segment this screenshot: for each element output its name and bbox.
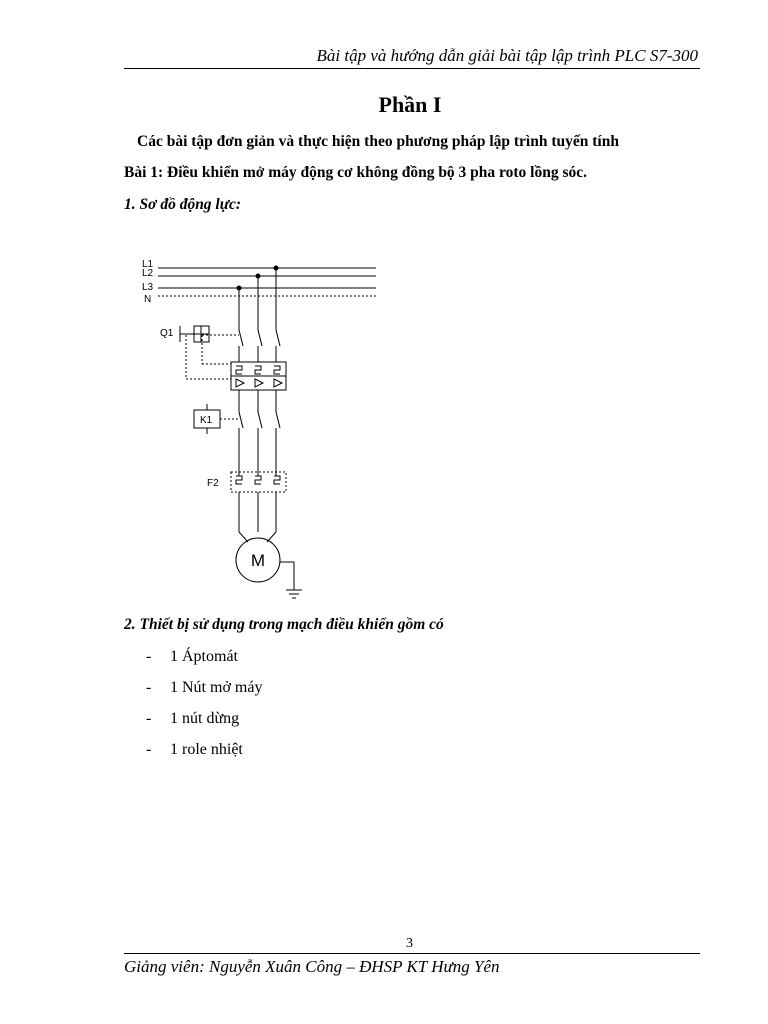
label-f2: F2 (207, 478, 219, 489)
label-n: N (144, 294, 152, 305)
label-q1: Q1 (160, 328, 174, 339)
footer-rule (124, 953, 700, 954)
header-title: Bài tập và hướng dẫn giải bài tập lập trình PLC S7-300 (316, 46, 698, 65)
label-l2: L2 (142, 268, 154, 279)
label-l3: L3 (142, 282, 154, 293)
list-item: - 1 Áptomát (146, 646, 262, 677)
label-k1: K1 (200, 415, 213, 426)
power-circuit-diagram (140, 252, 390, 612)
label-motor: M (250, 551, 266, 570)
list-item: - 1 Nút mở máy (146, 677, 262, 708)
list-bullet: - (146, 710, 152, 727)
subtitle: Các bài tập đơn giản và thực hiện theo phương pháp lập trình tuyến tính (137, 133, 619, 150)
exercise-title: Bài 1: Điều khiển mở máy động cơ không đồng bộ 3 pha roto lồng sóc. (124, 164, 588, 181)
list-bullet: - (146, 679, 152, 696)
section-1-title: 1. Sơ đồ động lực: (124, 196, 242, 213)
page-number: 3 (406, 936, 413, 951)
label-l1: L1 (142, 259, 154, 270)
device-list (146, 646, 262, 770)
list-item: - 1 role nhiệt (146, 739, 262, 770)
section-2-title: 2. Thiết bị sử dụng trong mạch điều khiển gồm có (124, 616, 444, 633)
page-title: Phần I (378, 92, 442, 117)
list-bullet: - (146, 648, 152, 665)
footer-text: Giảng viên: Nguyễn Xuân Công – ĐHSP KT Hưng Yên (124, 957, 500, 976)
list-bullet: - (146, 741, 152, 758)
list-item: - 1 nút dừng (146, 708, 262, 739)
header-rule (124, 68, 700, 69)
